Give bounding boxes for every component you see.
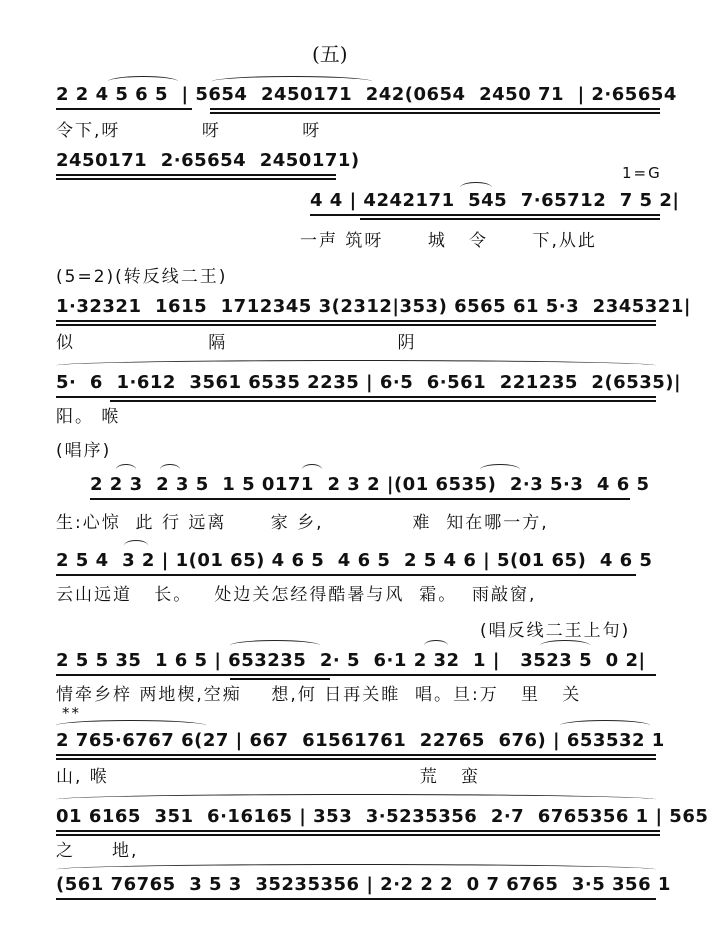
beam-line (56, 396, 656, 398)
beam-line (110, 400, 656, 402)
key-signature: 1=G (622, 164, 662, 182)
lyric-line: 生:心惊 此 行 远离 家 乡, 难 知在哪一方, (56, 513, 549, 533)
lyric-line: 令下,呀 呀 呀 (56, 121, 322, 141)
notation-line: 2 5 5 35 1 6 5 | 653235 2· 5 6·1 2 32 1 | 3523 5 0 2| (56, 650, 646, 671)
beam-line (56, 324, 656, 326)
notation-line: 4 4 | 4242171 545 7·65712 7 5 2| (310, 190, 680, 211)
slur-arc (302, 464, 322, 475)
beam-line (56, 178, 336, 180)
marker: ** (62, 704, 81, 722)
beam-line (90, 498, 630, 500)
slur-arc (424, 640, 448, 651)
beam-line (56, 754, 656, 756)
beam-line (210, 108, 660, 110)
beam-line (310, 214, 660, 216)
notation-line: 2 5 4 3 2 | 1(01 65) 4 6 5 4 6 5 2 5 4 6 | 5(01 65) 4 6 5 (56, 550, 653, 571)
beam-line (56, 674, 656, 676)
notation-line: 01 6165 351 6·16165 | 353 3·5235356 2·7 6765356 1 | 565 (56, 806, 709, 827)
lyric-line: 云山远道 长。 处边关怎经得酷暑与风 霜。 雨敲窗, (56, 585, 537, 605)
beam-line (56, 898, 656, 900)
slur-arc (56, 864, 656, 875)
slur-arc (56, 794, 656, 805)
beam-line (56, 830, 660, 832)
notation-line: 2 2 4 5 6 5 | 5654 2450171 242(0654 2450 71 | 2·65654 (56, 84, 677, 105)
slur-arc (56, 720, 206, 731)
lyric-line: 之 地, (56, 841, 139, 861)
lyric-line: 山, 喉 荒 蛮 (56, 767, 480, 787)
beam-line (56, 834, 660, 836)
slur-arc (230, 640, 320, 651)
lyric-line: 情牵乡梓 两地楔,空痴 想,何 日再关睢 唱。旦:万 里 关 (56, 685, 582, 705)
slur-arc (480, 464, 520, 475)
notation-line: (561 76765 3 5 3 35235356 | 2·2 2 2 0 7 6765 3·5 356 1 (56, 874, 671, 895)
beam-line (56, 320, 656, 322)
slur-arc (560, 720, 650, 731)
slur-arc (212, 76, 372, 87)
beam-line (56, 574, 636, 576)
beam-line (56, 108, 192, 110)
beam-line (56, 758, 656, 760)
slur-arc (124, 540, 148, 551)
beam-line (230, 678, 330, 680)
slur-arc (540, 640, 590, 651)
notation-line: 2 765·6767 6(27 | 667 61561761 22765 676) | 653532 1 (56, 730, 665, 751)
slur-arc (56, 360, 656, 371)
lyric-line: 似 隔 阴 (56, 333, 417, 353)
lyric-line: 阳。 喉 (56, 407, 121, 427)
slur-arc (108, 76, 178, 87)
beam-line (210, 112, 660, 114)
notation-line: 5· 6 1·612 3561 6535 2235 | 6·5 6·561 221235 2(6535)| (56, 372, 682, 393)
modulation-note: (5=2)(转反线二王) (56, 267, 228, 287)
section-title: (五) (312, 42, 348, 66)
section-label: (唱反线二王上句) (480, 621, 631, 641)
beam-line (56, 174, 336, 176)
notation-line: 1·32321 1615 1712345 3(2312|353) 6565 61 5·3 2345321| (56, 296, 691, 317)
beam-line (360, 218, 660, 220)
lyric-line: 一声 筑呀 城 令 下,从此 (300, 231, 597, 251)
slur-arc (116, 464, 136, 475)
notation-line: 2 2 3 2 3 5 1 5 0171 2 3 2 |(01 6535) 2·3 5·3 4 6 5 (90, 474, 650, 495)
slur-arc (160, 464, 180, 475)
slur-arc (460, 182, 492, 193)
section-label: (唱序) (56, 441, 112, 461)
notation-line: 2450171 2·65654 2450171) (56, 150, 360, 171)
